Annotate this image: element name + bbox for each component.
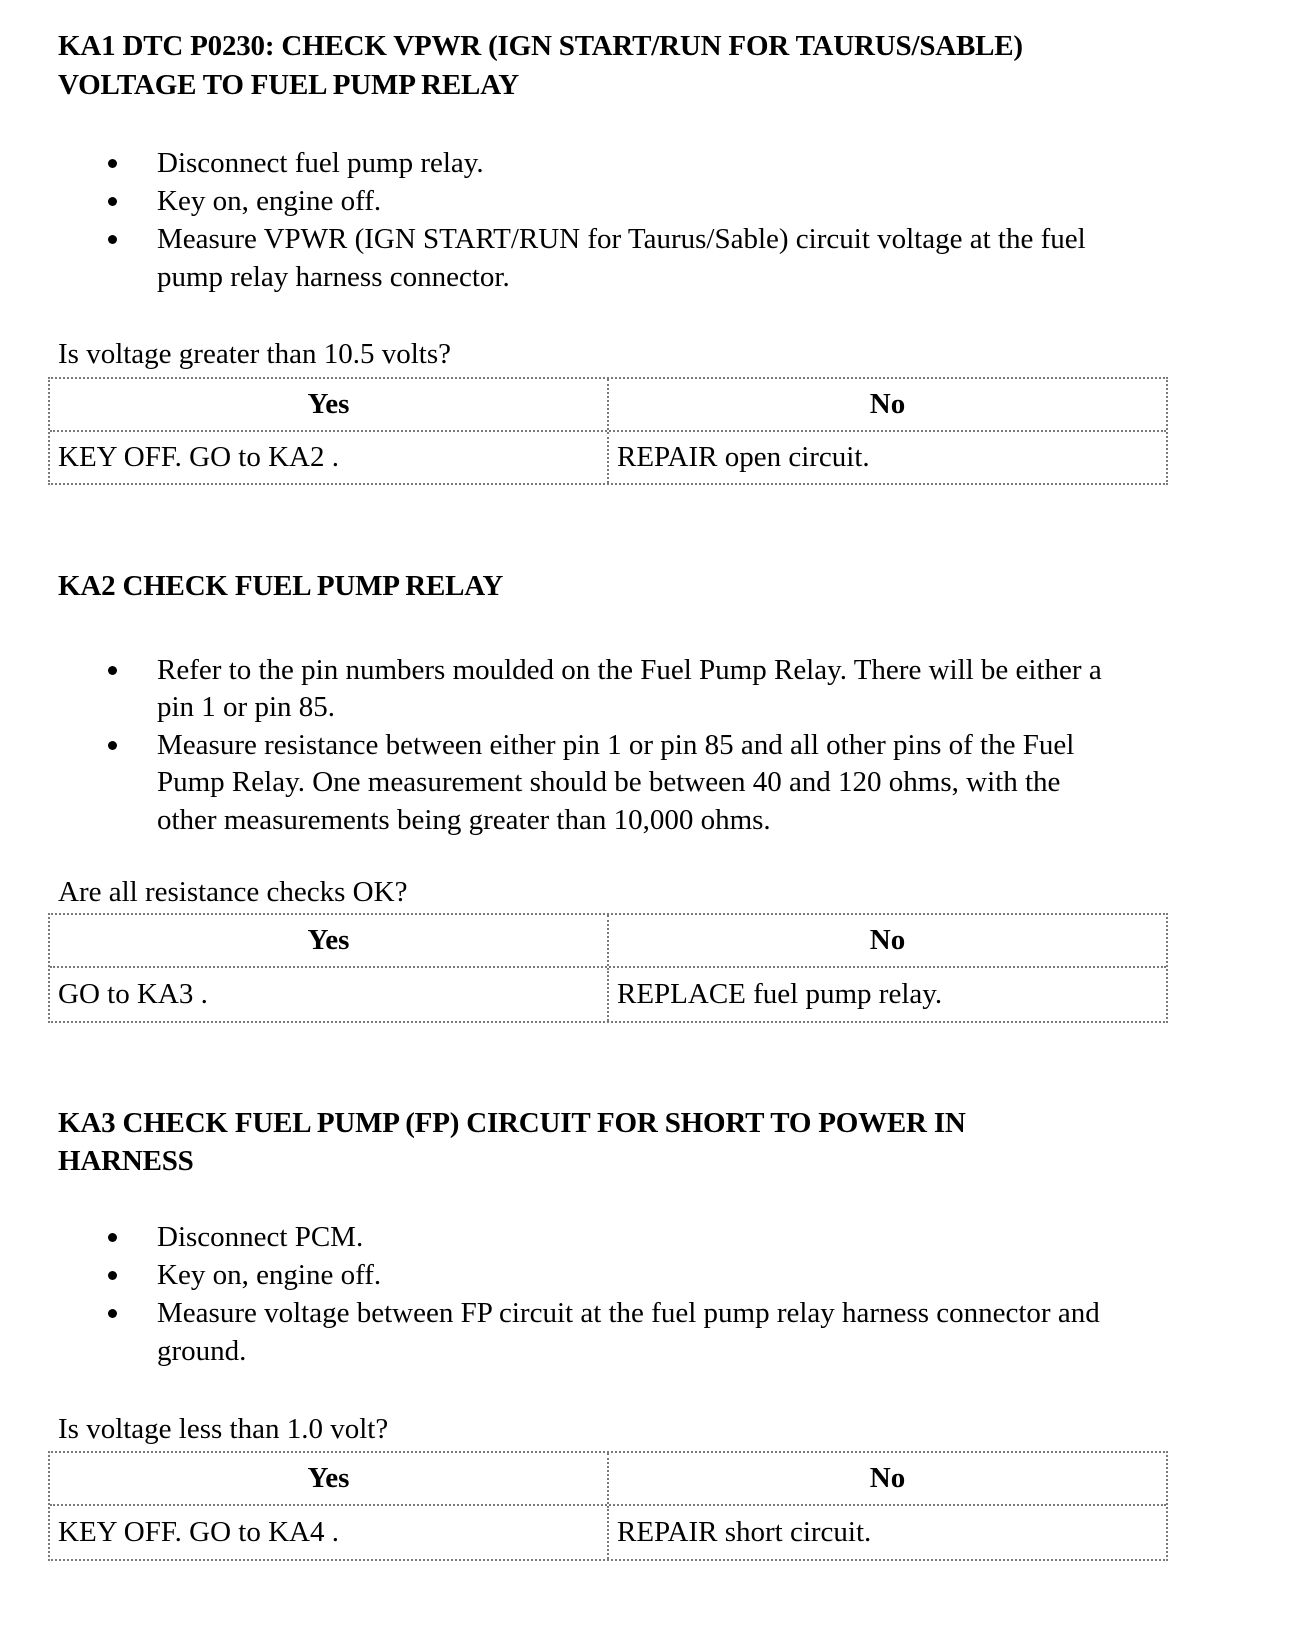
header-yes: Yes (50, 1453, 609, 1504)
header-yes: Yes (50, 379, 609, 430)
section-heading: KA3 CHECK FUEL PUMP (FP) CIRCUIT FOR SHORT TO POWER IN (58, 1107, 966, 1139)
table-header-row (50, 1453, 1166, 1506)
list-item: Key on, engine off. (157, 1259, 382, 1291)
no-action: REPAIR short circuit. (617, 1516, 872, 1548)
header-no: No (869, 1462, 906, 1494)
list-item: Key on, engine off. (157, 185, 382, 217)
question-text: Is voltage less than 1.0 volt? (58, 1413, 389, 1445)
table-row (50, 968, 1166, 1021)
header-yes: Yes (50, 915, 609, 966)
list-item: Measure VPWR (IGN START/RUN for Taurus/Sable) circuit voltage at the fuel (157, 223, 1086, 255)
table-header-row (50, 915, 1166, 968)
decision-table (48, 1451, 1168, 1561)
list-item: pump relay harness connector. (157, 261, 510, 293)
list-item: Pump Relay. One measurement should be between 40 and 120 ohms, with the (157, 766, 1061, 798)
section-heading: VOLTAGE TO FUEL PUMP RELAY (58, 69, 520, 101)
bullet-icon (108, 235, 117, 244)
decision-table (48, 913, 1168, 1023)
section-heading: HARNESS (58, 1145, 194, 1177)
bullet-icon (108, 197, 117, 206)
yes-action: KEY OFF. GO to KA2 . (50, 432, 609, 483)
table-row (50, 432, 1166, 483)
header-no: No (869, 388, 906, 420)
yes-action: GO to KA3 . (50, 968, 609, 1021)
no-action: REPAIR open circuit. (617, 441, 870, 473)
list-item: Disconnect fuel pump relay. (157, 147, 484, 179)
section-heading: KA2 CHECK FUEL PUMP RELAY (58, 570, 504, 602)
bullet-icon (108, 1233, 117, 1242)
list-item: Disconnect PCM. (157, 1221, 364, 1253)
list-item: Refer to the pin numbers moulded on the Fuel Pump Relay. There will be either a (157, 654, 1102, 686)
bullet-icon (108, 159, 117, 168)
decision-table (48, 377, 1168, 485)
no-action: REPLACE fuel pump relay. (617, 978, 943, 1010)
yes-action: KEY OFF. GO to KA4 . (50, 1506, 609, 1559)
table-row (50, 1506, 1166, 1559)
question-text: Are all resistance checks OK? (58, 876, 408, 908)
bullet-icon (108, 741, 117, 750)
list-item: other measurements being greater than 10,000 ohms. (157, 804, 771, 836)
question-text: Is voltage greater than 10.5 volts? (58, 338, 451, 370)
bullet-icon (108, 1271, 117, 1280)
list-item: pin 1 or pin 85. (157, 691, 336, 723)
bullet-icon (108, 1309, 117, 1318)
list-item: ground. (157, 1335, 247, 1367)
header-no: No (869, 924, 906, 956)
bullet-icon (108, 666, 117, 675)
list-item: Measure resistance between either pin 1 or pin 85 and all other pins of the Fuel (157, 729, 1075, 761)
section-heading: KA1 DTC P0230: CHECK VPWR (IGN START/RUN FOR TAURUS/SABLE) (58, 30, 1023, 62)
list-item: Measure voltage between FP circuit at the fuel pump relay harness connector and (157, 1297, 1100, 1329)
table-header-row (50, 379, 1166, 432)
